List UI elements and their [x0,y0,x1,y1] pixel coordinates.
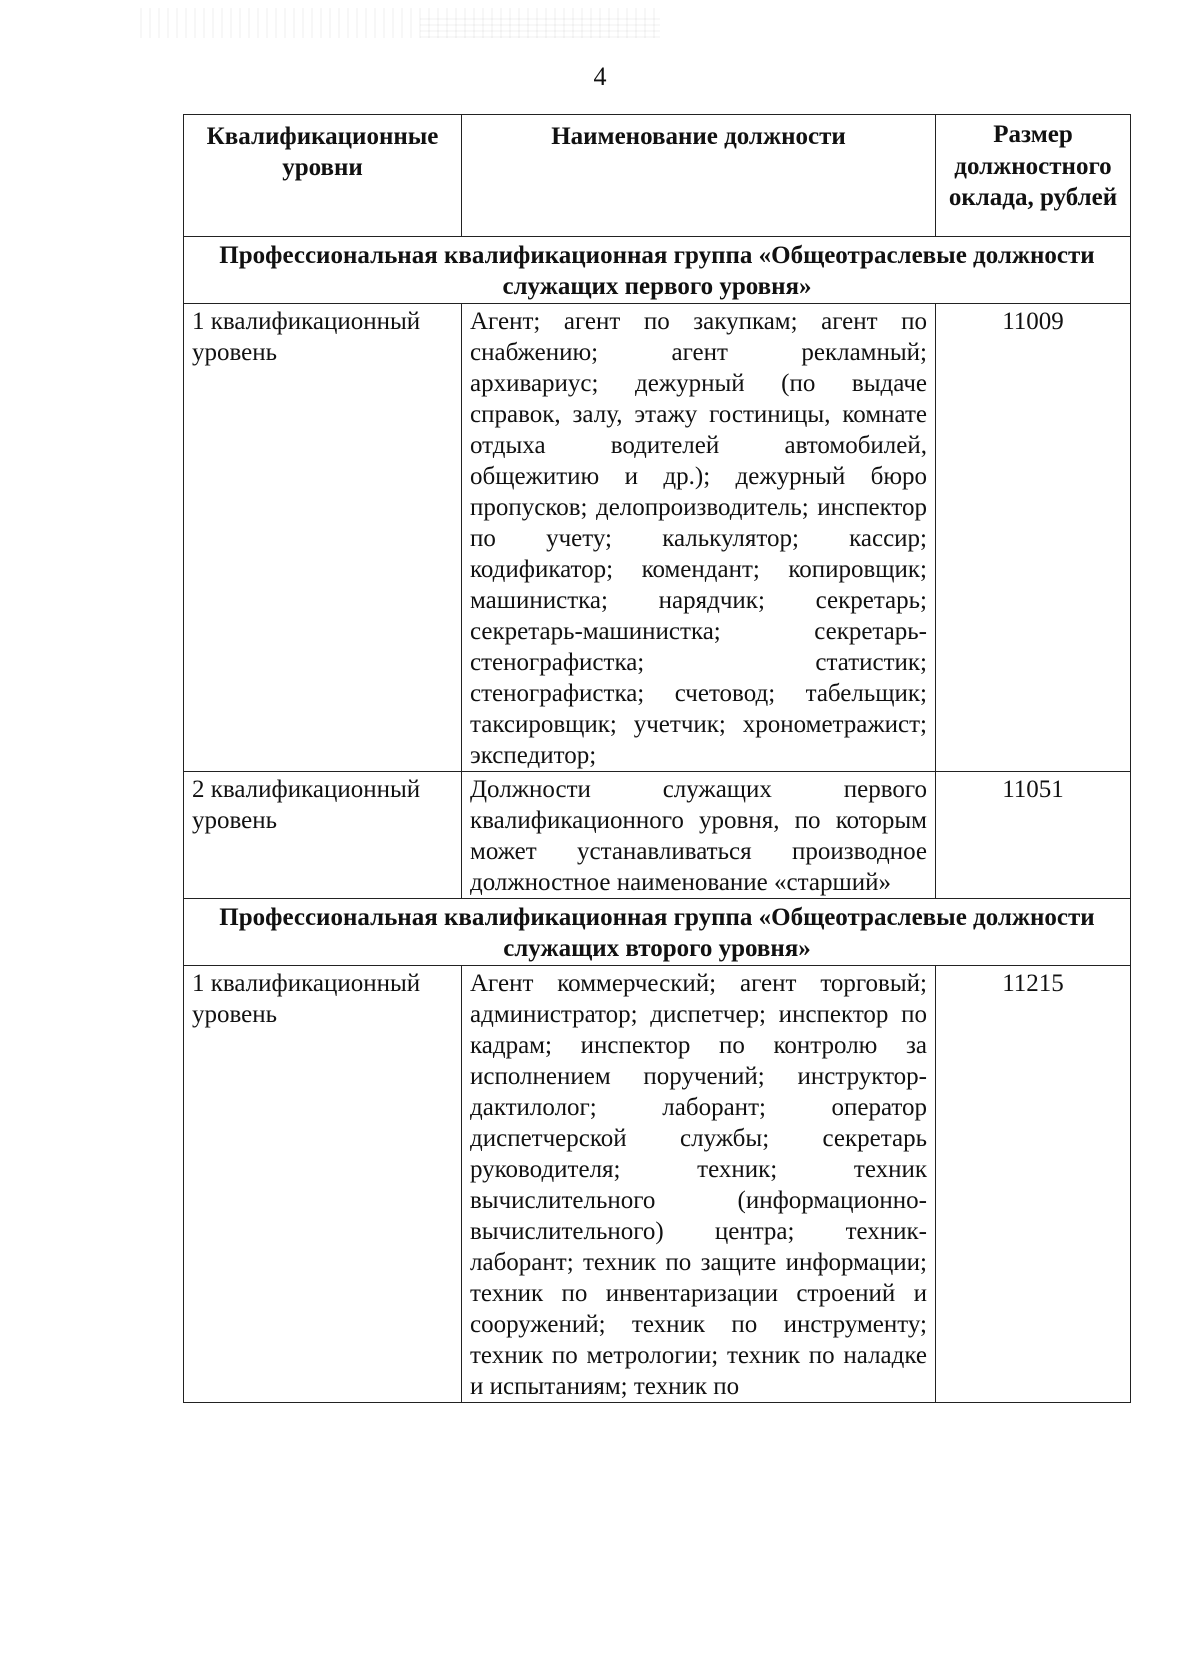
group-title: Профессиональная квалификационная группа «Общеотраслевые должности служащих первого уровня» [184,237,1131,304]
table-header-row [184,115,1131,237]
position-list: Должности служащих первого квалификационного уровня, по которым может устанавливаться производное должностное наименование «старший» [462,772,936,899]
salary-table [183,114,1131,1403]
qualification-level: 1 квалификационный уровень [184,966,462,1403]
salary-value: 11009 [936,304,1131,772]
qualification-level: 1 квалификационный уровень [184,304,462,772]
qualification-level: 2 квалификационный уровень [184,772,462,899]
salary-value: 11051 [936,772,1131,899]
table-row [184,772,1131,899]
salary-table-container [183,114,1130,1403]
table-row [184,966,1131,1403]
scan-artifact [420,14,660,38]
header-position-name: Наименование должности [462,115,936,237]
position-list: Агент; агент по закупкам; агент по снабжению; агент рекламный; архивариус; дежурный (по выдаче справок, залу, этажу гостиницы, комнате отдыха водителей автомобилей, общежитию и др.); дежурный бюро пропусков; делопроизводитель; инспектор по учету; калькулятор; кассир; кодификатор; комендант; копировщик; машинистка; нарядчик; секретарь; секретарь-машинистка; секретарь-стенографистка; статистик; стенографистка; счетовод; табельщик; таксировщик; учетчик; хронометражист; экспедитор; [462,304,936,772]
position-list: Агент коммерческий; агент торговый; администратор; диспетчер; инспектор по кадрам; инспектор по контролю за исполнением поручений; инструктор-дактилолог; лаборант; оператор диспетчерской службы; секретарь руководителя; техник; техник вычислительного (информационно-вычислительного) центра; техник-лаборант; техник по защите информации; техник по инвентаризации строений и сооружений; техник по инструменту; техник по метрологии; техник по наладке и испытаниям; техник по [462,966,936,1403]
header-qualification-levels: Квалификационные уровни [184,115,462,237]
salary-value: 11215 [936,966,1131,1403]
page-number: 4 [593,62,607,91]
table-row [184,304,1131,772]
group-title: Профессиональная квалификационная группа «Общеотраслевые должности служащих второго уровня» [184,899,1131,966]
group-row [184,237,1131,304]
group-row [184,899,1131,966]
header-salary: Размер должностного оклада, рублей [936,115,1131,237]
